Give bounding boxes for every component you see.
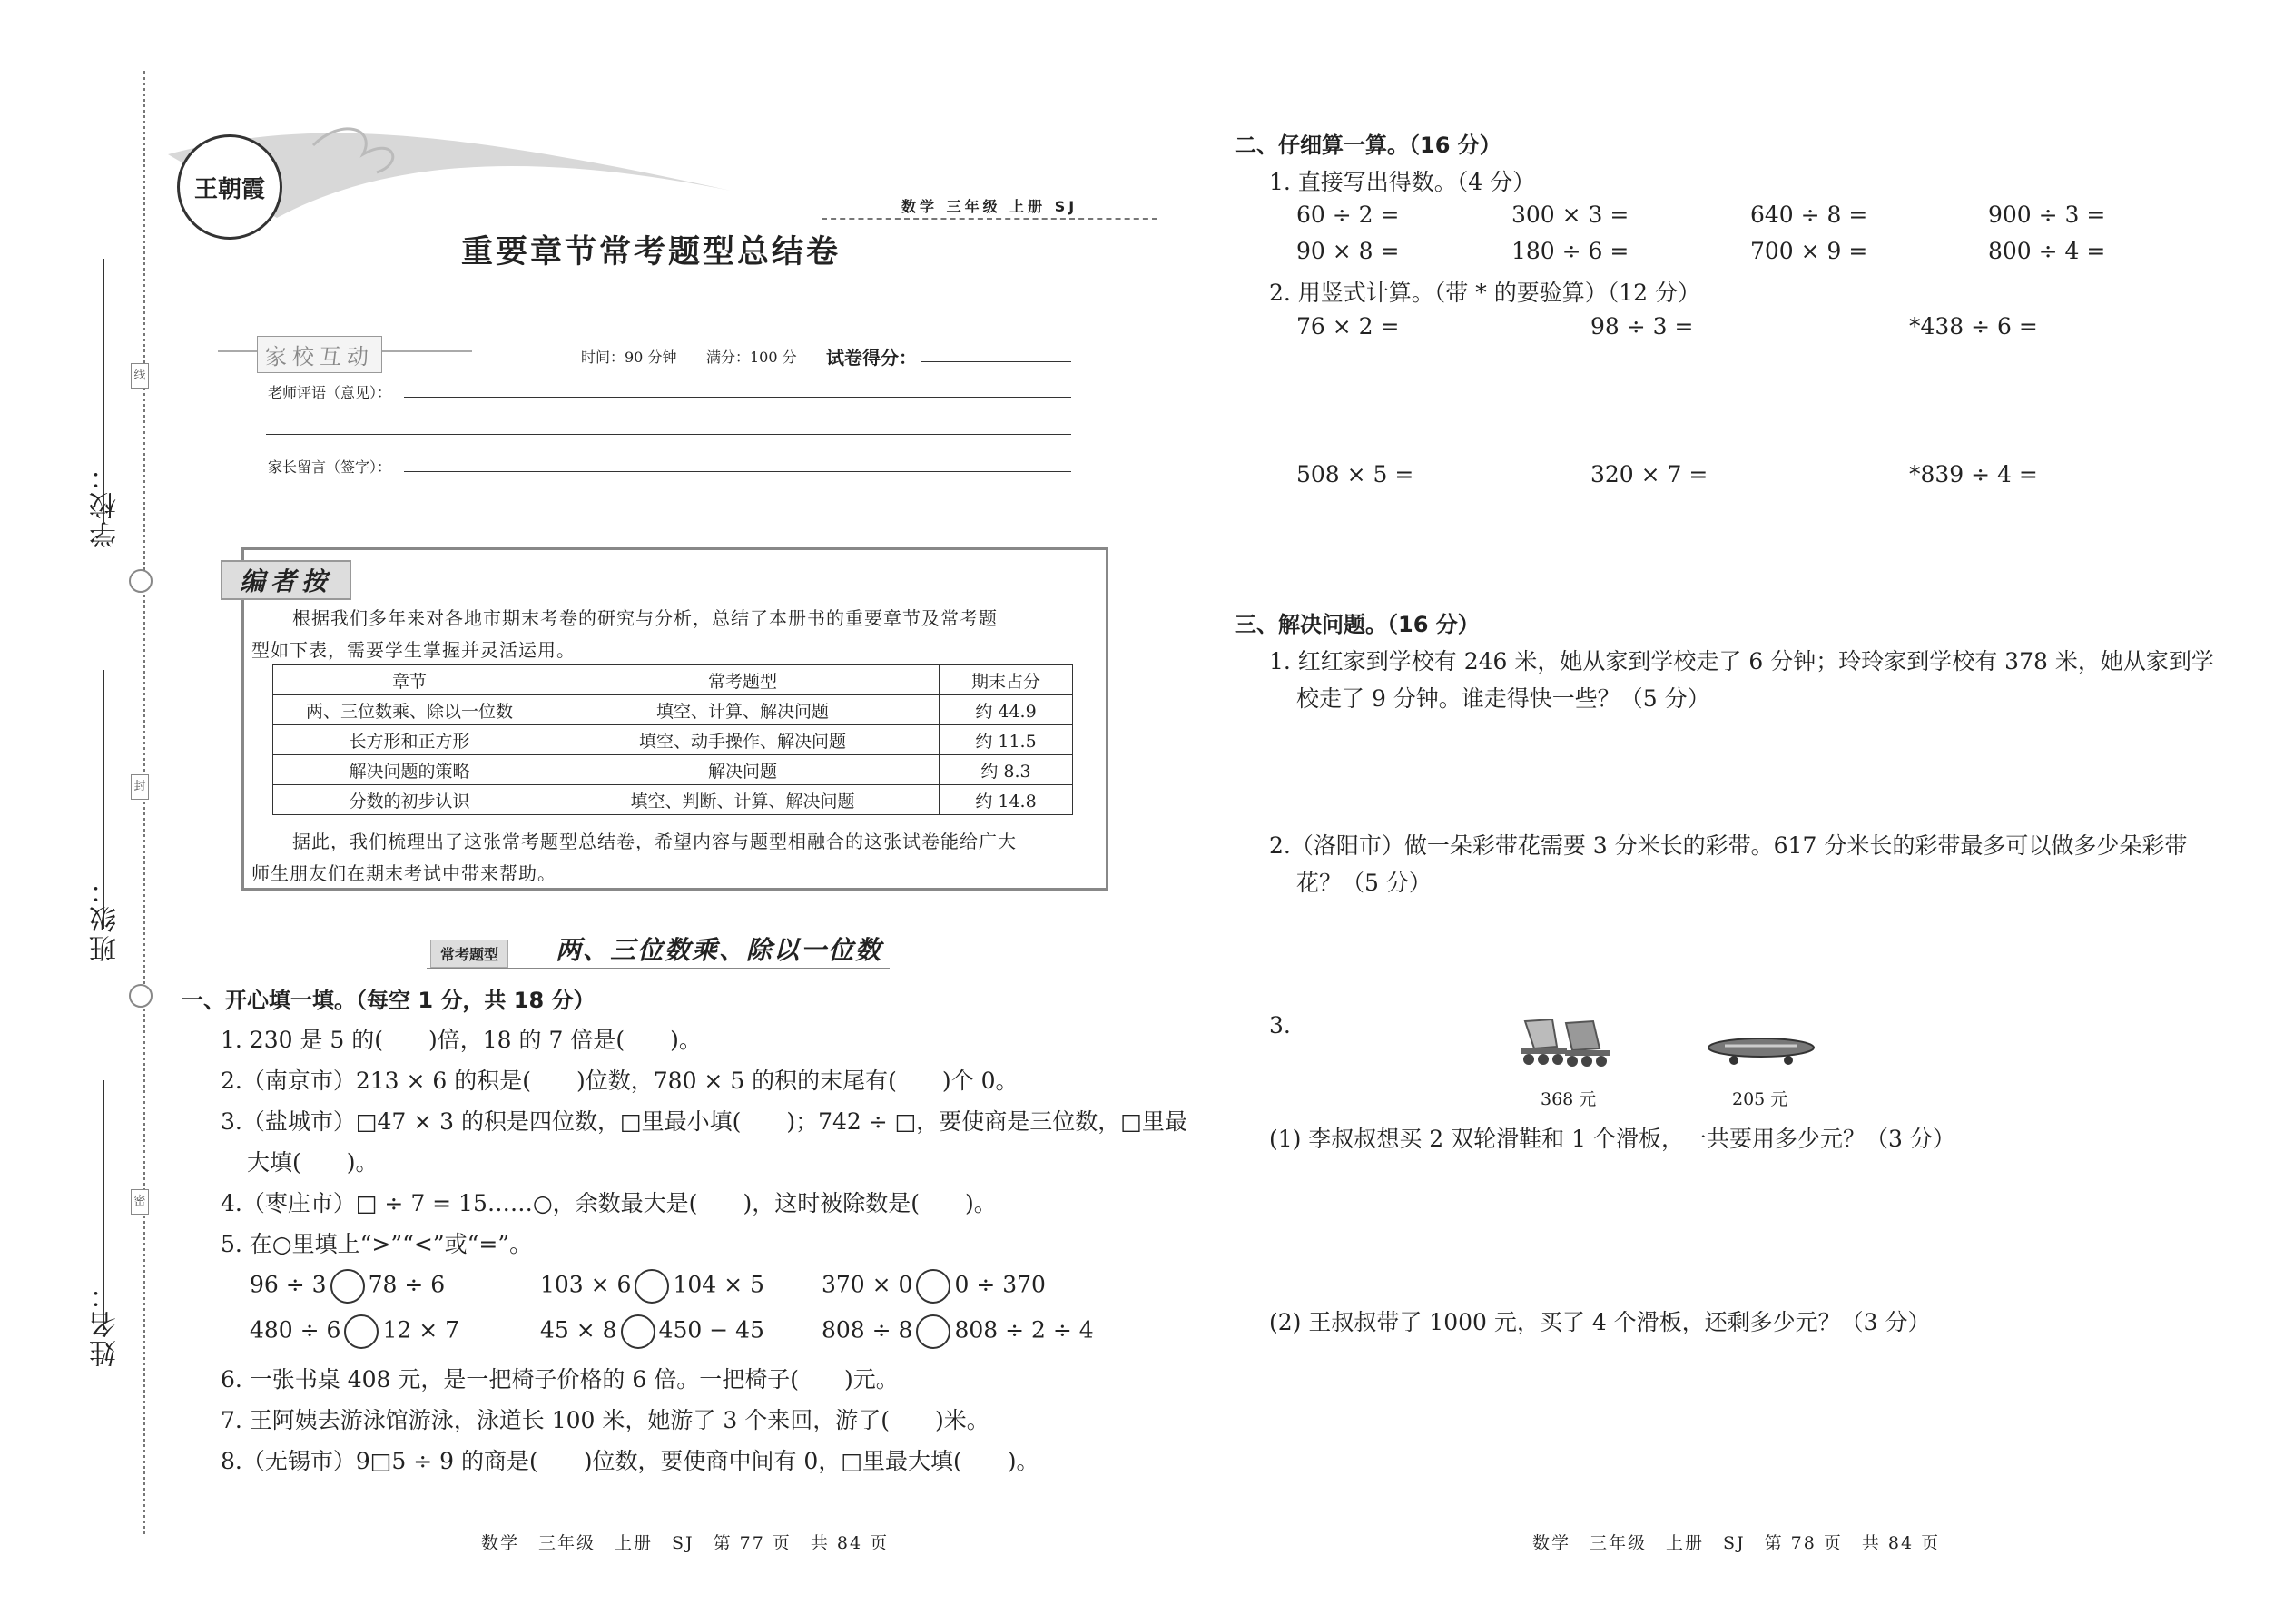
class-label: 班级：: [90, 875, 122, 962]
page-title: 重要章节常考题型总结卷: [461, 233, 842, 271]
question-6: 6. 一张书桌 408 元，是一把椅子价格的 6 倍。一把椅子( )元。: [221, 1366, 899, 1393]
vertical-calc-item: 98 ÷ 3 =: [1590, 313, 1694, 340]
table-cell: 填空、判断、计算、解决问题: [546, 785, 940, 815]
table-header-cell: 章节: [273, 665, 546, 695]
table-cell: 解决问题: [546, 755, 940, 785]
oral-item: 640 ÷ 8 =: [1750, 202, 1868, 228]
editor-note-tag: 编者按: [221, 560, 351, 600]
chapter-summary-table: [272, 664, 1073, 815]
table-row: [273, 725, 1073, 755]
score-field[interactable]: [921, 361, 1071, 362]
answer-circle[interactable]: [916, 1314, 950, 1349]
section2-sub2: 2. 用竖式计算。（带 * 的要验算）（12 分）: [1269, 280, 1700, 306]
question-4: 4.（枣庄市）□ ÷ 7 = 15……○，余数最大是( )，这时被除数是( )。: [221, 1190, 997, 1216]
vertical-calc-item: *438 ÷ 6 =: [1909, 313, 2038, 340]
school-label: 学校：: [90, 461, 122, 548]
topic-tag: 常考题型: [430, 940, 508, 968]
section2-title: 二、仔细算一算。（16 分）: [1235, 133, 1501, 158]
table-cell: 约 11.5: [940, 725, 1073, 755]
oral-item: 900 ÷ 3 =: [1988, 202, 2106, 228]
table-row: [273, 755, 1073, 785]
compare-right: 808 ÷ 2 ÷ 4: [954, 1316, 1094, 1343]
oral-item: 300 × 3 =: [1511, 202, 1629, 228]
margin-mark-secret: 密: [131, 1189, 149, 1215]
table-cell: 两、三位数乘、除以一位数: [273, 695, 546, 725]
compare-right: 450 − 45: [658, 1316, 764, 1343]
table-header-cell: 期末占分: [940, 665, 1073, 695]
parent-comment-label: 家长留言（签字）：: [268, 458, 392, 476]
page-footer-left: 数学 三年级 上册 SJ 第 77 页 共 84 页: [481, 1533, 890, 1553]
answer-circle[interactable]: [330, 1269, 365, 1304]
page-footer-right: 数学 三年级 上册 SJ 第 78 页 共 84 页: [1532, 1533, 1941, 1553]
compare-item: [822, 1269, 1046, 1304]
editor-outro-line2: 师生朋友们在期末考试中带来帮助。: [251, 862, 556, 884]
topic-title: 两、三位数乘、除以一位数: [556, 935, 883, 965]
publisher-logo: 王朝霞: [177, 134, 282, 240]
section1-title: 一、开心填一填。（每空 1 分，共 18 分）: [182, 988, 596, 1013]
teacher-comment-field[interactable]: [404, 397, 1071, 398]
compare-item: [250, 1269, 445, 1304]
full-score: 满分：100 分: [706, 349, 797, 366]
table-row: [273, 785, 1073, 815]
answer-circle[interactable]: [344, 1314, 379, 1349]
table-cell: 长方形和正方形: [273, 725, 546, 755]
answer-circle[interactable]: [916, 1269, 950, 1304]
oral-item: 90 × 8 =: [1296, 238, 1400, 264]
table-cell: 分数的初步认识: [273, 785, 546, 815]
header-dash-decoration: [822, 218, 1157, 220]
skates-price: 368 元: [1541, 1089, 1597, 1109]
parent-comment-field[interactable]: [404, 471, 1071, 472]
section3-title: 三、解决问题。（16 分）: [1235, 612, 1480, 637]
margin-circle-top: [129, 569, 153, 593]
question-3-line2: 大填( )。: [247, 1149, 379, 1176]
vertical-calc-item: *839 ÷ 4 =: [1909, 461, 2038, 487]
table-header-row: [273, 665, 1073, 695]
problem-2-line1: 2.（洛阳市）做一朵彩带花需要 3 分米长的彩带。617 分米长的彩带最多可以做多少朵彩带: [1269, 832, 2188, 859]
teacher-comment-field-2[interactable]: [266, 434, 1071, 435]
problem-2-line2: 花？（5 分）: [1296, 870, 1432, 896]
compare-left: 808 ÷ 8: [822, 1316, 913, 1343]
question-1: 1. 230 是 5 的( )倍，18 的 7 倍是( )。: [221, 1027, 702, 1053]
oral-item: 800 ÷ 4 =: [1988, 238, 2106, 264]
table-cell: 约 44.9: [940, 695, 1073, 725]
margin-mark-line: 线: [131, 363, 149, 389]
compare-left: 370 × 0: [822, 1271, 913, 1298]
problem-3-part2: (2) 王叔叔带了 1000 元，买了 4 个滑板，还剩多少元？（3 分）: [1269, 1309, 1931, 1335]
problem-3-part1: (1) 李叔叔想买 2 双轮滑鞋和 1 个滑板，一共要用多少元？（3 分）: [1269, 1126, 1955, 1152]
problem-1-line1: 1. 红红家到学校有 246 米，她从家到学校走了 6 分钟；玲玲家到学校有 378 米，她从家到学: [1269, 648, 2214, 674]
compare-item: [250, 1314, 459, 1349]
table-cell: 解决问题的策略: [273, 755, 546, 785]
question-2: 2.（南京市）213 × 6 的积是( )位数，780 × 5 的积的末尾有( )个 0。: [221, 1068, 1019, 1094]
margin-circle-bottom: [129, 984, 153, 1008]
question-8: 8.（无锡市）9□5 ÷ 9 的商是( )位数，要使商中间有 0，□里最大填( )。: [221, 1448, 1039, 1474]
problem-3-label: 3.: [1269, 1012, 1291, 1038]
oral-item: 700 × 9 =: [1750, 238, 1868, 264]
compare-item: [540, 1269, 764, 1304]
table-header-cell: 常考题型: [546, 665, 940, 695]
editor-intro-line2: 型如下表，需要学生掌握并灵活运用。: [251, 639, 576, 661]
problem-1-line2: 校走了 9 分钟。谁走得快一些？（5 分）: [1296, 685, 1710, 712]
oral-item: 180 ÷ 6 =: [1511, 238, 1629, 264]
compare-right: 12 × 7: [382, 1316, 460, 1343]
table-cell: 约 8.3: [940, 755, 1073, 785]
margin-mark-seal: 封: [131, 774, 149, 800]
editor-outro-line1: 据此，我们梳理出了这张常考题型总结卷，希望内容与题型相融合的这张试卷能给广大: [292, 831, 1017, 852]
vertical-calc-item: 320 × 7 =: [1590, 461, 1708, 487]
table-row: [273, 695, 1073, 725]
table-cell: 填空、计算、解决问题: [546, 695, 940, 725]
compare-left: 45 × 8: [540, 1316, 617, 1343]
compare-left: 103 × 6: [540, 1271, 632, 1298]
compare-right: 0 ÷ 370: [954, 1271, 1046, 1298]
section2-sub1: 1. 直接写出得数。（4 分）: [1269, 169, 1536, 195]
compare-right: 78 ÷ 6: [368, 1271, 446, 1298]
question-7: 7. 王阿姨去游泳馆游泳，泳道长 100 米，她游了 3 个来回，游了( )米。: [221, 1407, 989, 1433]
question-5: 5. 在○里填上“>”“<”或“=”。: [221, 1231, 533, 1257]
compare-right: 104 × 5: [673, 1271, 764, 1298]
subject-tag: 数学 三年级 上册 SJ: [901, 198, 1078, 215]
compare-item: [822, 1314, 1094, 1349]
table-cell: 填空、动手操作、解决问题: [546, 725, 940, 755]
skateboard-price: 205 元: [1732, 1089, 1788, 1109]
skateboard-image: [1707, 1035, 1816, 1066]
score-label: 试卷得分：: [826, 347, 917, 369]
oral-item: 60 ÷ 2 =: [1296, 202, 1400, 228]
topic-underline: [427, 968, 890, 969]
name-label: 姓名：: [90, 1280, 122, 1367]
answer-circle[interactable]: [635, 1269, 669, 1304]
exam-time: 时间：90 分钟: [581, 349, 677, 366]
compare-left: 96 ÷ 3: [250, 1271, 327, 1298]
home-school-label: 家校互动: [257, 336, 382, 373]
vertical-calc-item: 76 × 2 =: [1296, 313, 1400, 340]
table-cell: 约 14.8: [940, 785, 1073, 815]
roller-skates-image: [1516, 1012, 1625, 1068]
question-3-line1: 3.（盐城市）□47 × 3 的积是四位数，□里最小填( )；742 ÷ □，要使商是三位数，□里最: [221, 1108, 1187, 1135]
compare-left: 480 ÷ 6: [250, 1316, 341, 1343]
teacher-comment-label: 老师评语（意见）：: [268, 384, 392, 401]
binding-dotted-line: [143, 71, 145, 1534]
vertical-calc-item: 508 × 5 =: [1296, 461, 1414, 487]
answer-circle[interactable]: [621, 1314, 655, 1349]
editor-intro-line1: 根据我们多年来对各地市期末考卷的研究与分析，总结了本册书的重要章节及常考题: [292, 607, 998, 629]
compare-item: [540, 1314, 764, 1349]
